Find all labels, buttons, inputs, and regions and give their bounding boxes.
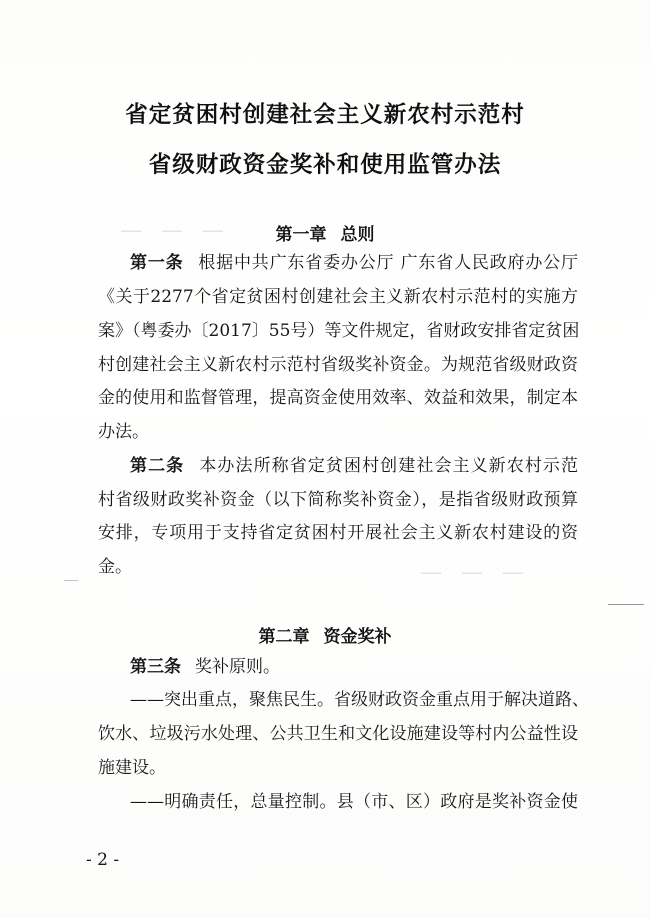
scan-edge-mark	[64, 580, 78, 581]
bleed-through-mark: — — —	[120, 218, 230, 243]
article-2-label: 第二条	[130, 456, 185, 476]
article-3-text: 奖补原则。	[195, 657, 280, 677]
chapter-2-heading	[0, 622, 650, 647]
article-1-line-4: 村创建社会主义新农村示范村省级奖补资金。为规范省级财政资	[98, 355, 578, 375]
article-2-line-1	[130, 456, 578, 476]
article-2-line-3: 安排，专项用于支持省定贫困村开展社会主义新农村建设的资	[98, 523, 578, 543]
principle-2-line-1: ——明确责任，总量控制。县（市、区）政府是奖补资金使	[130, 792, 578, 812]
article-3-label: 第三条	[130, 657, 181, 677]
chapter-2-name: 资金奖补	[323, 627, 392, 647]
chapter-2-label: 第二章	[258, 627, 310, 647]
article-1-label: 第一条	[130, 253, 184, 273]
document-title-line-2: 省级财政资金奖补和使用监管办法	[148, 152, 502, 178]
article-3-line	[130, 657, 578, 677]
article-1-text: 根据中共广东省委办公厅 广东省人民政府办公厅	[197, 253, 579, 273]
principle-1-line-1: ——突出重点，聚焦民生。省级财政资金重点用于解决道路、	[130, 690, 589, 710]
principle-1-line-3: 施建设。	[98, 758, 166, 778]
article-1-line-2: 《关于2277个省定贫困村创建社会主义新农村示范村的实施方	[98, 287, 578, 307]
document-title-line-1: 省定贫困村创建社会主义新农村示范村	[125, 102, 525, 128]
article-1-line-3: 案》（粤委办〔2017〕55号）等文件规定，省财政安排省定贫困	[98, 321, 580, 341]
article-1-line-6: 办法。	[98, 422, 149, 442]
article-1-line-5: 金的使用和监督管理，提高资金使用效率、效益和效果，制定本	[98, 388, 578, 408]
scan-edge-mark	[608, 604, 644, 605]
bleed-through-mark: — — —	[420, 560, 530, 585]
article-2-line-4: 金。	[98, 557, 132, 577]
page-number: - 2 -	[86, 850, 120, 870]
article-1-line-1	[130, 253, 578, 273]
chapter-1-heading	[0, 220, 650, 245]
article-2-text: 本办法所称省定贫困村创建社会主义新农村示范	[198, 456, 578, 476]
principle-1-line-2: 饮水、垃圾污水处理、公共卫生和文化设施建设等村内公益性设	[98, 724, 578, 744]
chapter-1-name: 总则	[340, 225, 375, 245]
article-2-line-2: 村省级财政奖补资金（以下简称奖补资金），是指省级财政预算	[98, 490, 578, 510]
chapter-1-label: 第一章	[275, 225, 327, 245]
